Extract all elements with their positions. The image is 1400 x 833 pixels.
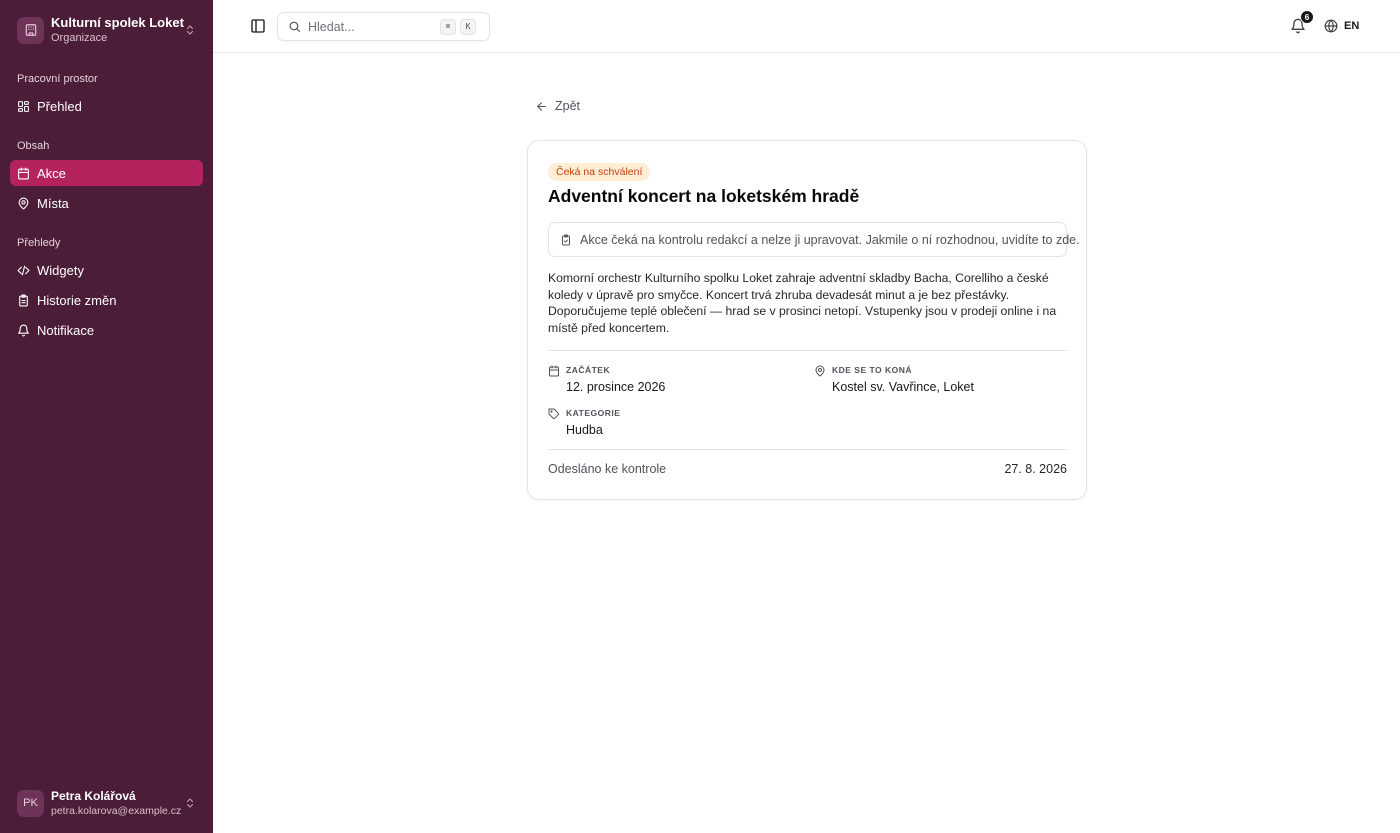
field-location bbox=[814, 364, 974, 396]
sidebar-toggle-icon[interactable] bbox=[250, 18, 266, 34]
language-switcher[interactable] bbox=[1324, 17, 1359, 35]
sidebar-item-label: Přehled bbox=[37, 98, 82, 114]
section-label-workspace: Pracovní prostor bbox=[17, 73, 98, 85]
chevrons-up-down-icon bbox=[184, 797, 196, 809]
grid-icon bbox=[17, 100, 30, 113]
calendar-icon bbox=[548, 365, 560, 377]
field-value: Kostel sv. Vavřince, Loket bbox=[832, 380, 974, 394]
arrow-left-icon bbox=[535, 100, 548, 113]
map-pin-icon bbox=[17, 197, 30, 210]
org-subtitle: Organizace bbox=[51, 31, 108, 44]
user-name: Petra Kolářová bbox=[51, 788, 136, 803]
divider bbox=[548, 350, 1067, 351]
submitted-date: 27. 8. 2026 bbox=[1004, 462, 1067, 476]
shortcut-key-k: K bbox=[460, 19, 476, 35]
back-link[interactable] bbox=[535, 97, 580, 115]
chevrons-up-down-icon bbox=[184, 24, 196, 36]
sidebar-item-notifications[interactable] bbox=[10, 317, 203, 343]
search-input[interactable] bbox=[308, 20, 436, 34]
org-switcher[interactable] bbox=[10, 8, 203, 52]
sidebar-item-label: Historie změn bbox=[37, 292, 117, 308]
field-value: Hudba bbox=[566, 423, 603, 437]
page-title: Adventní koncert na loketském hradě bbox=[548, 186, 860, 206]
field-category bbox=[548, 407, 620, 439]
field-label: ZAČÁTEK bbox=[566, 365, 611, 375]
map-pin-icon bbox=[814, 365, 826, 377]
submitted-row bbox=[548, 462, 1067, 476]
divider bbox=[548, 449, 1067, 450]
section-label-content: Obsah bbox=[17, 140, 50, 152]
sidebar-item-events[interactable] bbox=[10, 160, 203, 186]
tag-icon bbox=[548, 408, 560, 420]
notification-count-badge: 6 bbox=[1300, 10, 1314, 24]
code-icon bbox=[17, 264, 30, 277]
topbar bbox=[213, 0, 1400, 53]
field-label: KATEGORIE bbox=[566, 408, 621, 418]
calendar-icon bbox=[17, 167, 30, 180]
org-name: Kulturní spolek Loket bbox=[51, 14, 184, 30]
sidebar-item-label: Widgety bbox=[37, 262, 84, 278]
shortcut-key-cmd: ⌘ bbox=[440, 19, 456, 35]
clipboard-check-icon bbox=[560, 234, 572, 246]
back-label: Zpět bbox=[555, 99, 581, 113]
sidebar-item-label: Notifikace bbox=[37, 322, 95, 338]
avatar: PK bbox=[17, 790, 44, 817]
sidebar-item-history[interactable] bbox=[10, 287, 203, 313]
review-notice bbox=[548, 222, 1080, 257]
search-box[interactable] bbox=[277, 12, 490, 41]
clipboard-icon bbox=[17, 294, 30, 307]
sidebar-item-overview[interactable] bbox=[10, 93, 203, 119]
sidebar-item-places[interactable] bbox=[10, 190, 203, 216]
event-detail-card bbox=[527, 140, 1087, 500]
event-description: Komorní orchestr Kulturního spolku Loket zahraje adventní skladby Bacha, Corelliho a české koledy v úpravě pro smyčce. Koncert trvá zhruba devadesát minut a je bez přestávky. Doporučujeme teplé oblečení — hrad se v prosinci netopí. Vstupenky jsou v prodeji online i na místě před koncertem. bbox=[548, 271, 1057, 336]
field-start bbox=[548, 364, 665, 396]
submitted-label: Odesláno ke kontrole bbox=[548, 462, 667, 476]
user-menu[interactable] bbox=[10, 782, 203, 824]
field-value: 12. prosince 2026 bbox=[566, 380, 666, 394]
review-notice-text: Akce čeká na kontrolu redakcí a nelze ji upravovat. Jakmile o ní rozhodnou, uvidíte to zde. bbox=[580, 232, 1080, 247]
sidebar-item-widgets[interactable] bbox=[10, 257, 203, 283]
language-label: EN bbox=[1344, 20, 1360, 32]
status-badge: Čeká na schválení bbox=[548, 163, 650, 181]
section-label-reports: Přehledy bbox=[17, 237, 61, 249]
globe-icon bbox=[1324, 19, 1338, 33]
sidebar bbox=[0, 0, 213, 833]
sidebar-item-label: Akce bbox=[37, 165, 66, 181]
sidebar-item-label: Místa bbox=[37, 195, 69, 211]
bell-icon bbox=[17, 324, 30, 337]
search-icon bbox=[288, 20, 301, 33]
user-email: petra.kolarova@example.cz bbox=[51, 804, 182, 817]
field-label: KDE SE TO KONÁ bbox=[832, 365, 913, 375]
building-icon bbox=[17, 17, 44, 44]
